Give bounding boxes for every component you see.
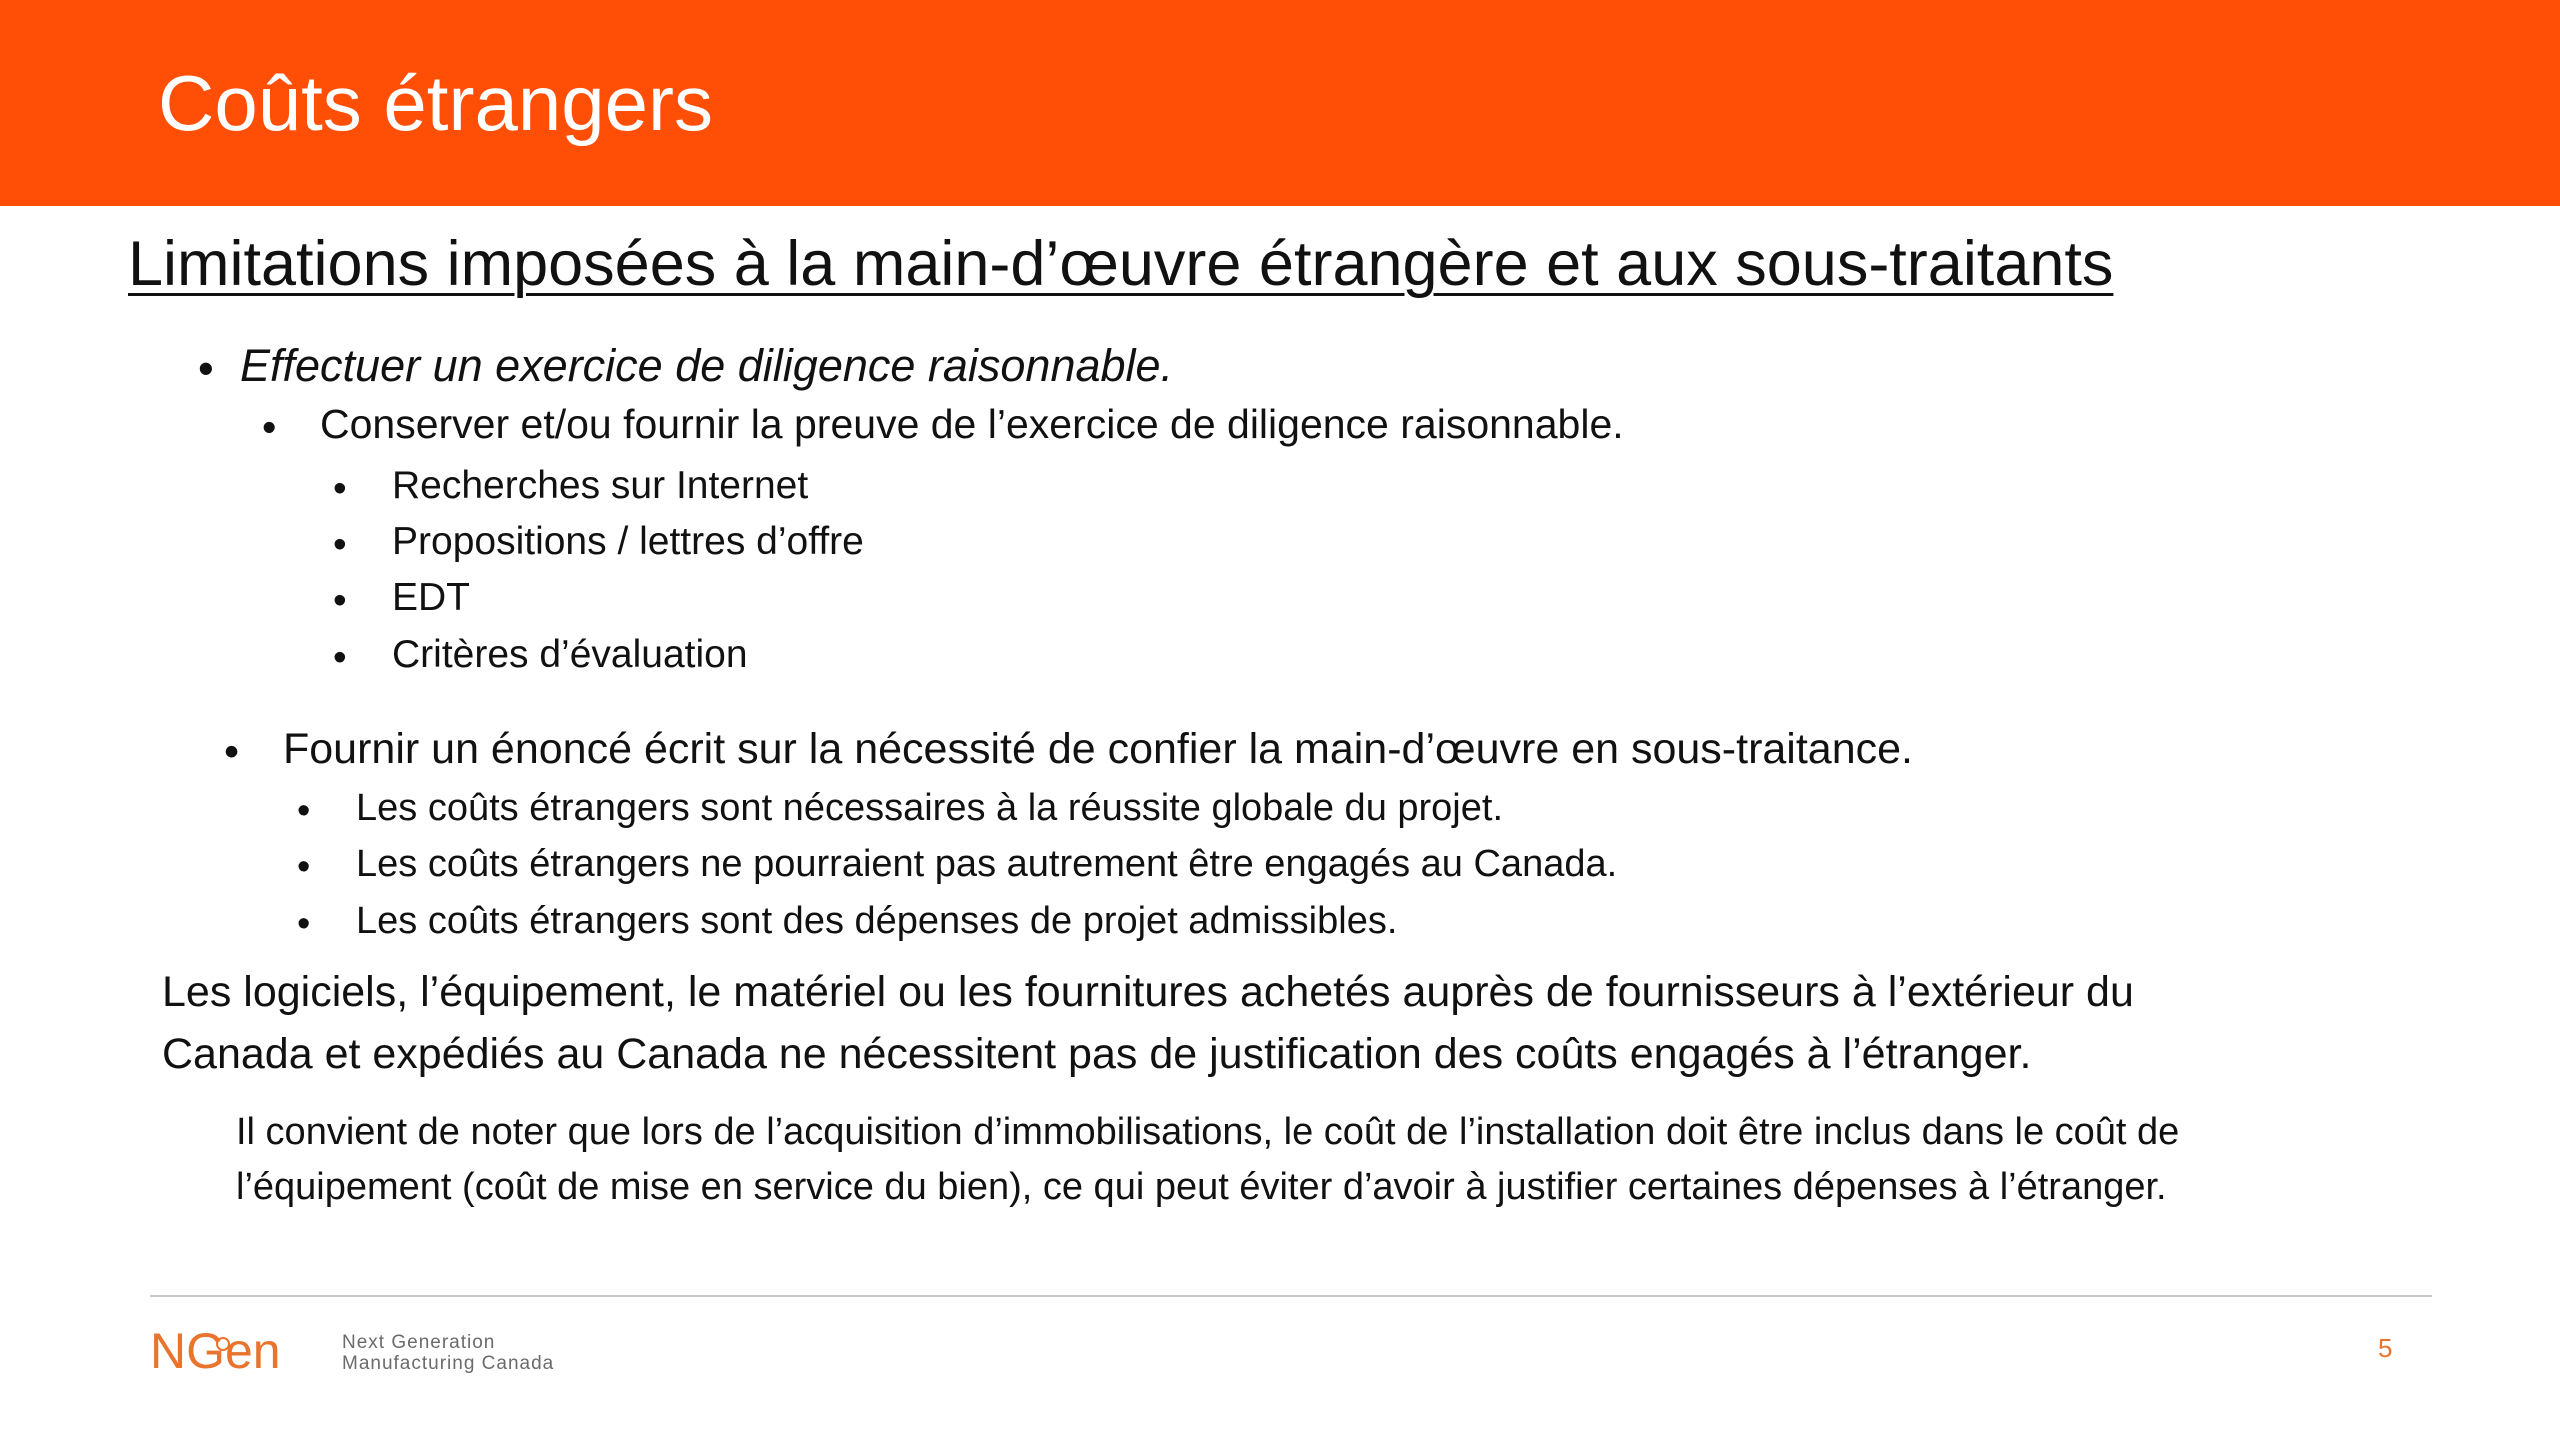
- bullet-marker: •: [198, 343, 214, 394]
- logo-tagline-line1: Next Generation: [342, 1332, 496, 1353]
- slide-title: Coûts étrangers: [158, 59, 713, 147]
- logo-word: NGen: [150, 1323, 281, 1378]
- note-line: Il convient de noter que lors de l’acquisition d’immobilisations, le coût de l’installation doit être inclus dans le coût de: [236, 1111, 2180, 1153]
- ngen-logo: [150, 1322, 320, 1378]
- bullet-marker: •: [224, 728, 240, 776]
- paragraph-line: Canada et expédiés au Canada ne nécessitent pas de justification des coûts engagés à l’étranger.: [162, 1030, 2032, 1078]
- bullet-marker: •: [297, 846, 311, 888]
- bullet-marker: •: [297, 903, 311, 945]
- point-keep-proof: Conserver et/ou fournir la preuve de l’exercice de diligence raisonnable.: [320, 401, 1624, 447]
- point-due-diligence: Effectuer un exercice de diligence raisonnable.: [240, 340, 1174, 391]
- bullet-marker: •: [297, 790, 311, 832]
- list-item: Les coûts étrangers ne pourraient pas autrement être engagés au Canada.: [356, 843, 1618, 885]
- list-item: Les coûts étrangers sont des dépenses de projet admissibles.: [356, 900, 1398, 942]
- bullet-marker: •: [333, 523, 347, 566]
- footer-divider: [150, 1295, 2432, 1297]
- bullet-marker: •: [333, 467, 347, 510]
- list-item: Critères d’évaluation: [392, 633, 748, 676]
- list-item: Propositions / lettres d’offre: [392, 520, 864, 563]
- paragraph-line: Les logiciels, l’équipement, le matériel ou les fournitures achetés auprès de fournisseurs à l’extérieur du: [162, 968, 2134, 1016]
- list-item: Les coûts étrangers sont nécessaires à la réussite globale du projet.: [356, 787, 1503, 829]
- bullet-marker: •: [262, 404, 277, 450]
- bullet-marker: •: [333, 579, 347, 622]
- list-item: Recherches sur Internet: [392, 464, 809, 507]
- list-item: EDT: [392, 576, 470, 619]
- page-number: 5: [2378, 1333, 2393, 1363]
- slide-subtitle: Limitations imposées à la main-d’œuvre étrangère et aux sous-traitants: [128, 229, 2114, 299]
- bullet-marker: •: [333, 636, 347, 679]
- note-line: l’équipement (coût de mise en service du bien), ce qui peut éviter d’avoir à justifier certaines dépenses à l’étranger.: [236, 1166, 2167, 1208]
- point-written-statement: Fournir un énoncé écrit sur la nécessité de confier la main-d’œuvre en sous-traitance.: [283, 725, 1913, 773]
- logo-tagline-line2: Manufacturing Canada: [342, 1353, 555, 1374]
